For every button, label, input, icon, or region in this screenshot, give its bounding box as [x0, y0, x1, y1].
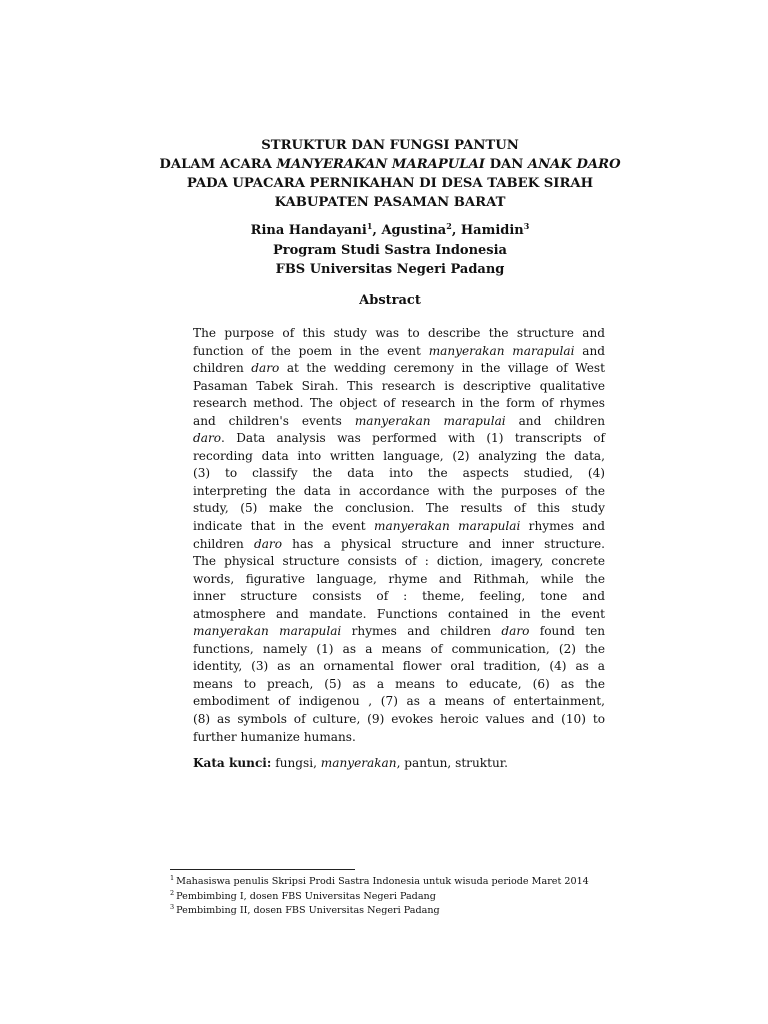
title-line-1: STRUKTUR DAN FUNGSI PANTUN: [261, 138, 519, 153]
abstract-text: embodiment of indigenou , (7) as a means of entertainment,: [193, 694, 605, 709]
abstract-text: inner structure consists of : theme, feeling, tone and: [193, 589, 605, 604]
faculty-university: FBS Universitas Negeri Padang: [275, 262, 505, 277]
abstract-line: [193, 395, 605, 413]
author-separator-2: ,: [451, 223, 461, 238]
abstract-line: [193, 430, 605, 448]
abstract-italic-term: daro: [251, 361, 280, 376]
abstract-text: The purpose of this study was to describe the structure and: [193, 326, 605, 340]
abstract-line: [193, 711, 605, 729]
footnote-text: Pembimbing I, dosen FBS Universitas Negeri Padang: [176, 890, 436, 902]
author-3-footnote-mark: 3: [523, 221, 530, 231]
keywords-part-1: fungsi,: [271, 756, 321, 770]
abstract-text: . Data analysis was performed with (1) transcripts of: [221, 431, 605, 446]
abstract-text: Pasaman Tabek Sirah. This research is descriptive qualitative: [193, 378, 605, 393]
abstract-text: research method. The object of research in the form of rhymes: [193, 396, 605, 411]
abstract-line: [193, 606, 605, 624]
abstract-line: [193, 518, 605, 536]
abstract-text: study, (5) make the conclusion. The results of this study: [193, 501, 605, 516]
abstract-line: [193, 658, 605, 676]
abstract-text: function of the poem in the event: [193, 343, 429, 358]
title-line-3: PADA UPACARA PERNIKAHAN DI DESA TABEK SIRAH: [186, 176, 594, 191]
abstract-text: at the wedding ceremony in the village of West: [279, 361, 605, 376]
footnote-1: [170, 875, 650, 890]
abstract-text: and children's events: [193, 413, 355, 428]
author-names: [200, 221, 580, 241]
keywords-label: Kata kunci:: [193, 756, 272, 770]
abstract-text: recording data into written language, (2) analyzing the data,: [193, 448, 605, 463]
abstract-text: (8) as symbols of culture, (9) evokes heroic values and (10) to: [193, 712, 605, 727]
abstract-line: [193, 693, 605, 711]
abstract-italic-term: daro: [253, 536, 282, 551]
footnote-text: Pembimbing II, dosen FBS Universitas Negeri Padang: [176, 905, 440, 916]
abstract-italic-term: manyerakan marapulai: [428, 343, 575, 358]
abstract-line: [193, 343, 605, 361]
title-line-2-part-c: DAN: [484, 157, 528, 172]
abstract-text: words, figurative language, rhyme and Rithmah, while the: [193, 571, 605, 586]
abstract-text: identity, (3) as an ornamental flower oral tradition, (4) as a: [193, 659, 605, 674]
author-2-footnote-mark: 2: [446, 221, 452, 231]
footnote-2: [170, 890, 650, 905]
title-line-2-part-a: DALAM ACARA: [159, 157, 277, 172]
keywords: [193, 754, 508, 772]
abstract-text: children: [193, 536, 254, 551]
abstract-line: [193, 571, 605, 589]
abstract-text: and: [574, 343, 605, 358]
author-separator-1: ,: [372, 223, 382, 238]
abstract-text: functions, namely (1) as a means of communication, (2) the: [193, 641, 605, 656]
abstract-body: [193, 325, 605, 746]
abstract-text: has a physical structure and inner structure.: [281, 536, 605, 551]
abstract-text: children: [193, 361, 252, 376]
abstract-line: [193, 378, 605, 396]
abstract-text: further humanize humans.: [193, 729, 356, 744]
abstract-line: [193, 729, 605, 747]
abstract-line: [193, 676, 605, 694]
abstract-text: rhymes and children: [341, 624, 502, 639]
abstract-italic-term: manyerakan marapulai: [354, 413, 506, 428]
author-2: Agustina: [381, 223, 447, 238]
abstract-text: found ten: [529, 624, 606, 639]
footnote-number: 2: [170, 888, 175, 897]
abstract-italic-term: daro: [193, 431, 222, 446]
abstract-text: means to preach, (5) as a means to educate, (6) as the: [193, 676, 605, 691]
paper-title: [120, 136, 660, 212]
abstract-line: [193, 588, 605, 606]
abstract-text: and children: [505, 413, 606, 428]
abstract-line: [193, 623, 605, 641]
footnote-number: 3: [170, 903, 175, 911]
author-1-footnote-mark: 1: [366, 221, 373, 231]
abstract-line: [193, 413, 605, 431]
abstract-line: [193, 536, 605, 554]
abstract-italic-term: daro: [501, 624, 530, 639]
abstract-line: [193, 641, 605, 659]
title-line-4: KABUPATEN PASAMAN BARAT: [274, 195, 506, 210]
abstract-text: (3) to classify the data into the aspects studied, (4): [193, 466, 605, 481]
abstract-line: [193, 465, 605, 483]
author-1: Rina Handayani: [250, 223, 367, 238]
abstract-italic-term: manyerakan marapulai: [193, 624, 342, 639]
abstract-text: indicate that in the event: [193, 519, 375, 534]
abstract-text: The physical structure consists of : diction, imagery, concrete: [193, 554, 605, 569]
author-3: Hamidin: [460, 223, 524, 238]
abstract-line: [193, 325, 605, 343]
author-block: [200, 221, 580, 280]
abstract-italic-term: manyerakan marapulai: [374, 519, 521, 534]
abstract-line: [193, 360, 605, 378]
abstract-text: rhymes and: [520, 519, 605, 534]
abstract-heading: Abstract: [359, 293, 421, 308]
abstract-line: [193, 483, 605, 501]
footnote-number: 1: [170, 874, 175, 882]
footnote-3: [170, 904, 650, 919]
keywords-part-3: , pantun, struktur.: [396, 756, 509, 770]
keywords-italic: manyerakan: [320, 756, 397, 770]
title-line-2-italic-b: ANAK DARO: [527, 157, 621, 172]
footnote-text: Mahasiswa penulis Skripsi Prodi Sastra Indonesia untuk wisuda periode Maret 2014: [176, 876, 589, 887]
abstract-line: [193, 500, 605, 518]
title-line-2-italic-a: MANYERAKAN MARAPULAI: [276, 157, 485, 172]
footnote-separator: [170, 869, 355, 870]
study-program: Program Studi Sastra Indonesia: [273, 242, 507, 258]
abstract-line: [193, 448, 605, 466]
abstract-text: atmosphere and mandate. Functions contained in the event: [193, 606, 605, 621]
abstract-line: [193, 553, 605, 571]
title-line-2: [120, 155, 660, 174]
abstract-text: interpreting the data in accordance with the purposes of the: [193, 483, 605, 498]
footnotes: [170, 875, 650, 919]
